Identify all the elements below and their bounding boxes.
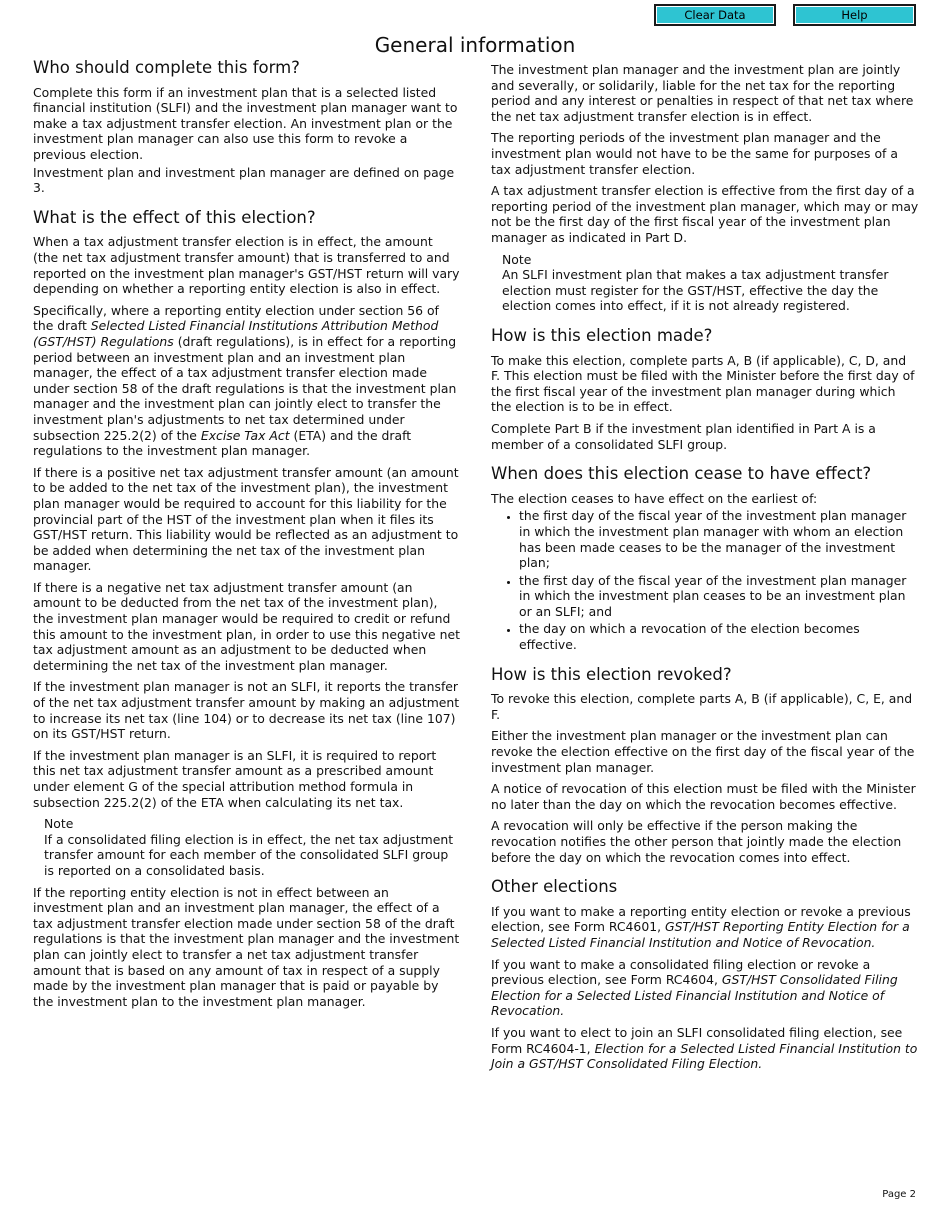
note-heading: Note: [502, 251, 532, 267]
registration-note: [502, 252, 919, 314]
how-made-heading: How is this election made?: [491, 325, 713, 345]
revoked-paragraph-1: To revoke this election, complete parts A, B (if applicable), C, E, and F.: [491, 691, 913, 722]
note-heading: Note: [44, 816, 74, 832]
other-paragraph-1: If you want to make a reporting entity election or revoke a previous election, see Form RC4601, GST/HST Reporting Entity Election for a Selected Listed Financial Institution and Notice of Revocation.: [491, 903, 911, 951]
who-paragraph-1: Complete this form if an investment plan that is a selected listed financial institution (SLFI) and the investment plan manager want to make a tax adjustment transfer election. An investment plan or the investment plan manager can also use this form to revoke a previous election.: [33, 84, 458, 162]
who-paragraph-2: Investment plan and investment plan manager are defined on page 3.: [33, 164, 455, 196]
note-text: If a consolidated filing election is in effect, the net tax adjustment transfer amount for each member of the consolidated SLFI group is reported on a consolidated basis.: [44, 831, 454, 878]
revoked-heading: How is this election revoked?: [491, 664, 732, 684]
who-heading: Who should complete this form?: [33, 58, 300, 77]
clear-data-button[interactable]: Clear Data: [654, 4, 776, 26]
effect-paragraph-7: If the reporting entity election is not in effect between an investment plan and an investment plan manager, the effect of a tax adjustment transfer election made under section 58 of the draft regulations is that the investment plan manager and the investment plan can jointly elect to transfer a net tax adjustment transfer amount that is based on any amount of tax in respect of a supply made by the investment plan manager that is paid or payable by the investment plan to the investment plan manager.: [33, 884, 460, 1009]
list-item: • the day on which a revocation of the election becomes effective.: [519, 621, 919, 652]
revoked-paragraph-3: A notice of revocation of this election must be filed with the Minister no later than the day on which the revocation becomes effective.: [491, 781, 916, 812]
reporting-periods-paragraph: The reporting periods of the investment plan manager and the investment plan would not have to be the same for purposes of a tax adjustment transfer election.: [491, 130, 898, 177]
page-title: General information: [374, 33, 576, 57]
note-text: An SLFI investment plan that makes a tax adjustment transfer election must register for the GST/HST, effective the day the election comes into effect, if it is not already registered.: [502, 267, 889, 314]
page-number: Page 2: [882, 1189, 916, 1200]
revoked-paragraph-4: A revocation will only be effective if the person making the revocation notifies the other person that jointly made the election before the day on which the revocation comes into effect.: [491, 818, 902, 865]
effect-paragraph-4: If there is a negative net tax adjustment transfer amount (an amount to be deducted from the net tax of the investment plan), the investment plan manager would be required to credit or refund this amount to the investment plan, in order to use this negative net tax adjustment amount as an adjustment to be deducted when determining the net tax of the investment plan manager.: [33, 579, 460, 673]
effect-paragraph-2: Specifically, where a reporting entity election under section 56 of the draft Selected Listed Financial Institutions Attribution Method (GST/HST) Regulations (draft regulations), is in effect for a reporting period between an investment plan and an investment plan manager, the effect of a tax adjustment transfer election made under section 58 of the draft regulations is that the investment plan manager and the investment plan can jointly elect to transfer the investment plan's adjustments to net tax determined under subsection 225.2(2) of the Excise Tax Act (ETA) and the draft regulations to the investment plan manager.: [33, 302, 457, 459]
help-button[interactable]: Help: [793, 4, 916, 26]
effective-date-paragraph: A tax adjustment transfer election is effective from the first day of a reporting period of the investment plan manager, which may or may not be the first day of the first fiscal year of the investment plan manager as indicated in Part D.: [491, 183, 919, 245]
effect-paragraph-5: If the investment plan manager is not an SLFI, it reports the transfer of the net tax adjustment transfer amount by making an adjustment to increase its net tax (line 104) or to decrease its net tax (line 107) on its GST/HST return.: [33, 679, 460, 742]
effect-note: [44, 816, 461, 878]
other-paragraph-3: If you want to elect to join an SLFI consolidated filing election, see Form RC4604-1, Election for a Selected Listed Financial Institution to Join a GST/HST Consolidated Filing Election.: [491, 1025, 918, 1072]
list-item: • the first day of the fiscal year of the investment plan manager in which the investment plan ceases to be an investment plan or an SLFI; and: [519, 573, 919, 620]
effect-paragraph-1: When a tax adjustment transfer election is in effect, the amount (the net tax adjustment transfer amount) that is transferred to and reported on the investment plan manager's GST/HST return will vary depending on whether a reporting entity election is also in effect.: [33, 234, 460, 297]
how-made-paragraph-2: Complete Part B if the investment plan identified in Part A is a member of a consolidated SLFI group.: [491, 420, 876, 452]
cease-list: [491, 508, 919, 652]
right-column: [491, 62, 919, 1078]
other-elections-heading: Other elections: [491, 877, 618, 897]
effect-paragraph-3: If there is a positive net tax adjustment transfer amount (an amount to be added to the net tax of the investment plan), the investment plan manager would be required to account for this liability for the provincial part of the HST of the investment plan when it files its GST/HST return. This liability would be reflected as an adjustment to be added when determining the net tax of the investment plan manager.: [33, 464, 459, 574]
cease-heading: When does this election cease to have effect?: [491, 464, 872, 484]
other-paragraph-2: If you want to make a consolidated filing election or revoke a previous election, see Form RC4604, GST/HST Consolidated Filing Election for a Selected Listed Financial Institution and Notice of Revocation.: [491, 956, 898, 1019]
how-made-paragraph-1: To make this election, complete parts A, B (if applicable), C, D, and F. This election must be filed with the Minister before the first day of the first fiscal year of the investment plan manager during which the election is to be in effect.: [491, 352, 915, 415]
revoked-paragraph-2: Either the investment plan manager or the investment plan can revoke the election effective on the first day of the fiscal year of the investment plan manager.: [491, 728, 915, 775]
left-column: [33, 58, 461, 1015]
effect-paragraph-6: If the investment plan manager is an SLFI, it is required to report this net tax adjustment transfer amount as a prescribed amount under element G of the special attribution method formula in subsection 225.2(2) of the ETA when calculating its net tax.: [33, 747, 437, 810]
list-item: • the first day of the fiscal year of the investment plan manager in which the investment plan manager with whom an election has been made ceases to be the manager of the investment plan;: [519, 508, 919, 570]
liability-paragraph: The investment plan manager and the investment plan are jointly and severally, or solidarily, liable for the net tax for the reporting period and any interest or penalties in respect of that net tax where the net tax adjustment transfer election is in effect.: [491, 62, 914, 124]
cease-intro: The election ceases to have effect on the earliest of:: [491, 490, 818, 506]
effect-heading: What is the effect of this election?: [33, 207, 316, 227]
